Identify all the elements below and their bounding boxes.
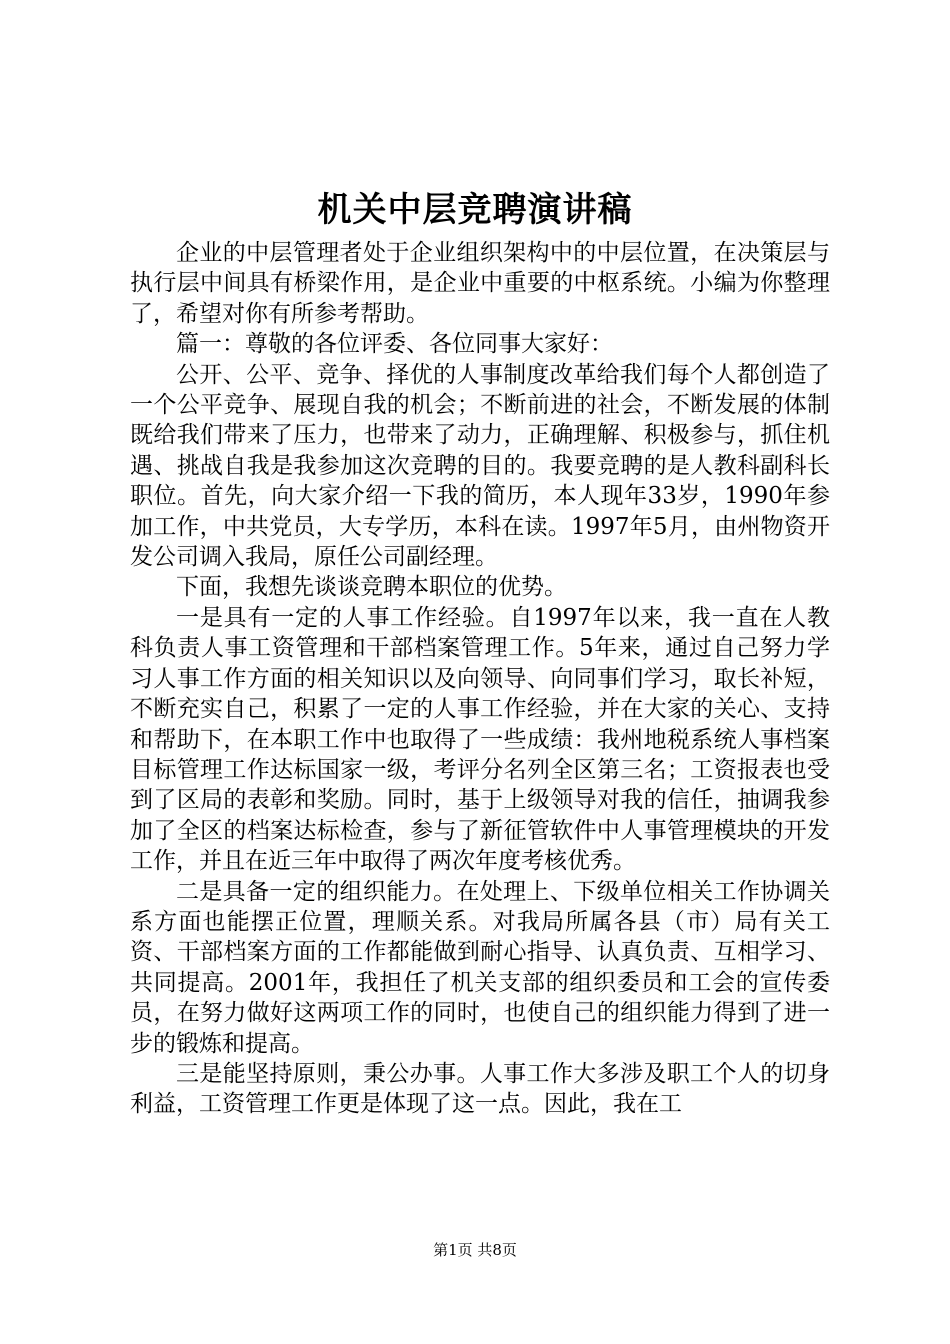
document-title: 机关中层竞聘演讲稿: [317, 190, 633, 230]
page-number-footer: 第1页 共8页: [433, 1241, 517, 1259]
paragraph-advantage-three: 三是能坚持原则，秉公办事。人事工作大多涉及职工个人的切身利益，工资管理工作更是体现了这一点。因此，我在工: [130, 1060, 830, 1118]
document-body: [130, 238, 830, 1120]
paragraph-salutation: 篇一：尊敬的各位评委、各位同事大家好：: [176, 331, 613, 358]
paragraph-background: 公开、公平、竞争、择优的人事制度改革给我们每个人都创造了一个公平竞争、展现自我的机会；不断前进的社会，不断发展的体制既给我们带来了压力，也带来了动力，正确理解、积极参与，抓住机遇、挑战自我是我参加这次竞聘的目的。我要竞聘的是人教科副科长职位。首先，向大家介绍一下我的简历，本人现年33岁，1990年参加工作，中共党员，大专学历，本科在读。1997年5月，由州物资开发公司调入我局，原任公司副经理。: [130, 361, 830, 571]
paragraph-intro: 企业的中层管理者处于企业组织架构中的中层位置，在决策层与执行层中间具有桥梁作用，是企业中重要的中枢系统。小编为你整理了，希望对你有所参考帮助。: [130, 240, 830, 327]
paragraph-advantage-two: 二是具备一定的组织能力。在处理上、下级单位相关工作协调关系方面也能摆正位置，理顺关系。对我局所属各县（市）局有关工资、干部档案方面的工作都能做到耐心指导、认真负责、互相学习、共同提高。2001年，我担任了机关支部的组织委员和工会的宣传委员，在努力做好这两项工作的同时，也使自己的组织能力得到了进一步的锻炼和提高。: [130, 878, 830, 1057]
paragraph-advantage-one: 一是具有一定的人事工作经验。自1997年以来，我一直在人教科负责人事工资管理和干部档案管理工作。5年来，通过自己努力学习人事工作方面的相关知识以及向领导、向同事们学习，取长补短，不断充实自己，积累了一定的人事工作经验，并在大家的关心、支持和帮助下，在本职工作中也取得了一些成绩：我州地税系统人事档案目标管理工作达标国家一级，考评分名列全区第三名；工资报表也受到了区局的表彰和奖励。同时，基于上级领导对我的信任，抽调我参加了全区的档案达标检查，参与了新征管软件中人事管理模块的开发工作，并且在近三年中取得了两次年度考核优秀。: [130, 604, 830, 875]
paragraph-advantages-intro: 下面，我想先谈谈竞聘本职位的优势。: [176, 574, 567, 601]
